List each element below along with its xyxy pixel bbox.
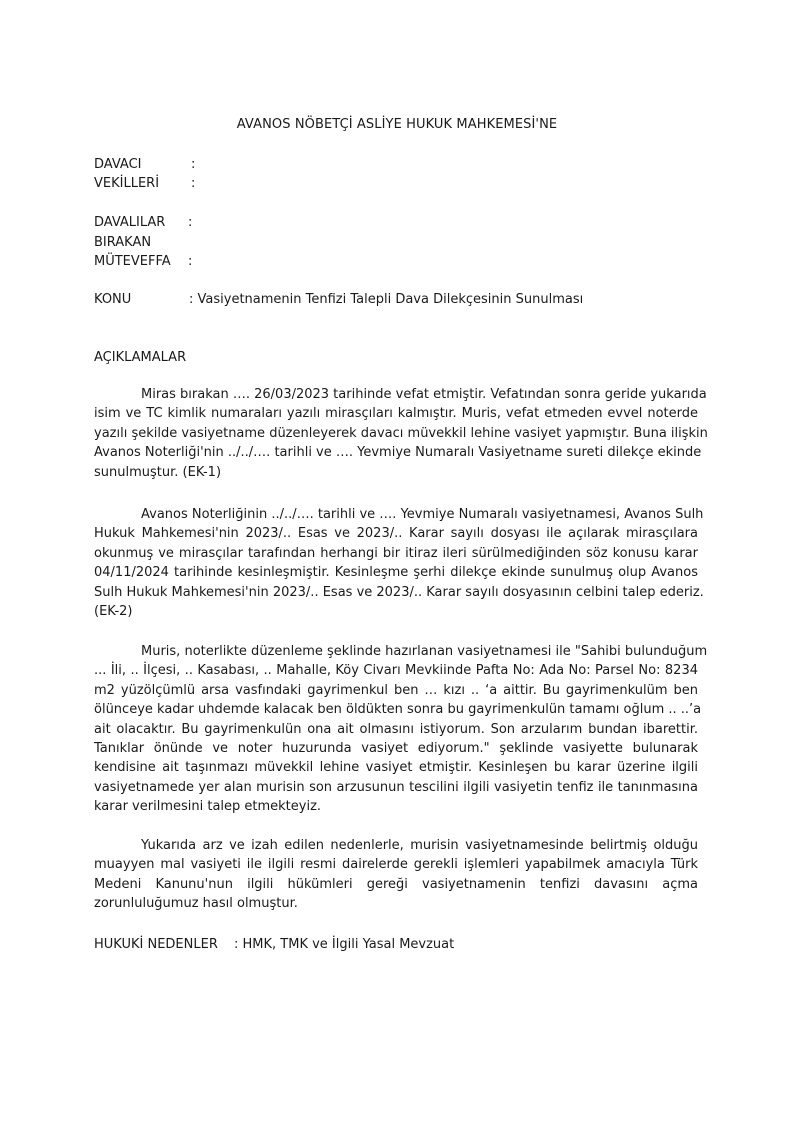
paragraph-line: Tanıklar önünde ve noter huzurunda vasiyet ediyorum." şeklinde vasiyette bulunarak [94,740,698,756]
defendants-colon: : [188,215,193,230]
explanations-heading: AÇIKLAMALAR [94,350,187,365]
defendants-label: DAVALILAR [94,215,166,230]
paragraph-line: ait olacaktır. Bu gayrimenkulün ona ait olmasını istiyorum. Son arzularım bundan ibarettir. [94,721,698,737]
deceased-label-2: MÜTEVEFFA [94,254,171,269]
paragraph-line: Avanos Noterliği'nin ../../…. tarihli ve …. Yevmiye Numaralı Vasiyetname sureti dilekçe ekinde [94,445,702,461]
paragraph-line: okunmuş ve mirasçılar tarafından herhangi bir itiraz ileri sürülmediğinden söz konusu karar [94,545,698,561]
paragraph-4 [94,836,698,914]
paragraph-line: Hukuk Mahkemesi'nin 2023/.. Esas ve 2023/.. Karar sayılı dosyası ile açılarak mirasçılara [94,526,698,542]
paragraph-line: sunulmuştur. (EK-1) [94,464,222,480]
paragraph-line: Medeni Kanunu'nun ilgili hükümleri gereği vasiyetnamenin tenfizi davasını açma [94,876,698,892]
subject-row [94,292,583,307]
attorneys-colon: : [191,176,196,191]
paragraph-line: Sulh Hukuk Mahkemesi'nin 2023/.. Esas ve 2023/.. Karar sayılı dosyasının celbini talep ederiz. [94,584,704,600]
paragraph-line: Muris, noterlikte düzenleme şeklinde hazırlanan vasiyetnamesi ile "Sahibi bulunduğum [141,644,708,659]
defendants-row [94,213,193,233]
paragraph-line: m2 yüzölçümlü arsa vasfındaki gayrimenkul ben … kızı .. ‘a aittir. Bu gayrimenkulüm ben [94,682,698,698]
deceased-row-2 [94,252,193,272]
paragraph-line: kendisine ait taşınmazı müvekkil lehine vasiyet etmiştir. Kesinleşen bu karar üzerine ilgili [94,760,698,776]
paragraph-line: yazılı şekilde vasiyetname düzenleyerek davacı müvekkil lehine vasiyet yapmıştır. Buna ilişkin [94,425,708,441]
deceased-row-1 [94,233,151,253]
deceased-label-1: BIRAKAN [94,235,152,250]
subject-value: : Vasiyetnamenin Tenfizi Talepli Dava Dilekçesinin Sunulması [189,292,584,307]
paragraph-line: ölünceye kadar uhdemde kalacak ben öldükten sonra bu gayrimenkulün tamamı oğlum .. ..’a [94,702,702,718]
plaintiff-colon: : [191,157,196,172]
plaintiff-row [94,155,196,175]
paragraph-line: karar verilmesini talep etmekteyiz. [94,799,322,815]
paragraph-line: ... İli, .. İlçesi, .. Kasabası, .. Mahalle, Köy Civarı Mevkiinde Pafta No: Ada No: Parsel No: 8234 [94,663,698,679]
paragraph-line: isim ve TC kimlik numaraları yazılı mirasçıları kalmıştır. Muris, vefat etmeden evvel noterde [94,406,698,422]
paragraph-line: muayyen mal vasiyeti ile ilgili resmi dairelerde gerekli işlemleri yapabilmek amacıyla Türk [94,857,698,873]
paragraph-line: zorunluluğumuz hasıl olmuştur. [94,896,298,912]
legal-grounds-value: : HMK, TMK ve İlgili Yasal Mevzuat [234,937,455,952]
subject-label: KONU [94,292,132,307]
paragraph-line: 04/11/2024 tarihinde kesinleşmiştir. Kesinleşme şerhi dilekçe ekinde sunulmuş olup Avanos [94,565,698,581]
attorneys-row [94,174,196,194]
legal-grounds-label: HUKUKİ NEDENLER [94,937,218,952]
plaintiff-label: DAVACI [94,157,142,172]
deceased-colon: : [188,254,193,269]
paragraph-1 [94,385,708,482]
paragraph-line: Yukarıda arz ve izah edilen nedenlerle, murisin vasiyetnamesinde belirtmiş olduğu [141,838,698,853]
paragraph-line: Miras bırakan …. 26/03/2023 tarihinde vefat etmiştir. Vefatından sonra geride yukarıda [141,387,707,402]
attorneys-label: VEKİLLERİ [94,176,160,191]
paragraph-line: vasiyetnamede yer alan murisin son arzusunun tescilini ilgili vasiyetin tenfiz ile tanınmasına [94,779,698,795]
paragraph-line: Avanos Noterliğinin ../../…. tarihli ve …. Yevmiye Numaralı vasiyetnamesi, Avanos Sulh [141,507,704,522]
paragraph-line: (EK-2) [94,603,133,619]
paragraph-3 [94,642,708,817]
legal-grounds-row [94,937,454,952]
court-title: AVANOS NÖBETÇİ ASLİYE HUKUK MAHKEMESİ'NE [236,117,558,132]
paragraph-2 [94,505,704,621]
